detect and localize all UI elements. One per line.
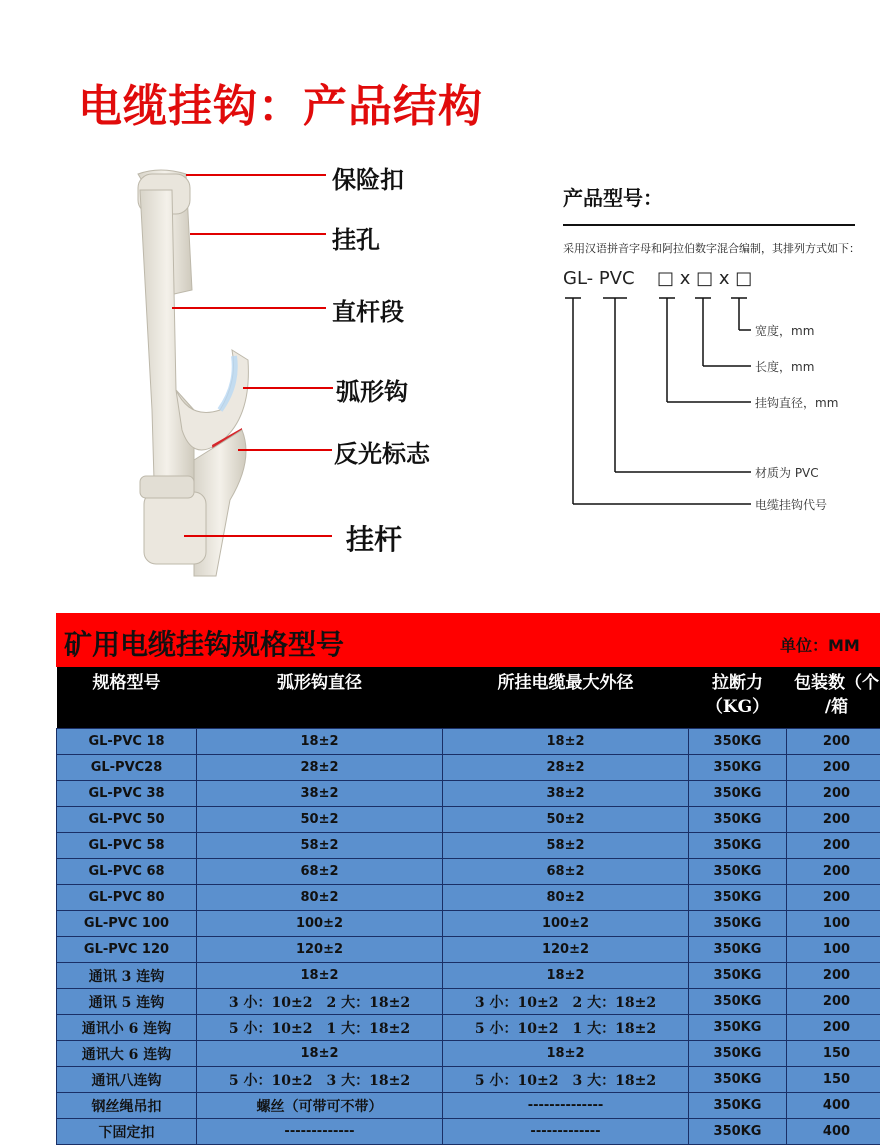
table-cell: 3 小：10±2 2 大：18±2	[443, 989, 689, 1015]
model-heading: 产品型号：	[563, 182, 863, 211]
table-cell: 350KG	[689, 937, 787, 963]
leader-line	[243, 387, 333, 389]
table-cell: 18±2	[443, 1041, 689, 1067]
code-part-code: 电缆挂钩代号	[755, 496, 827, 513]
table-cell: 200	[787, 1015, 880, 1041]
label-hang-hole: 挂孔	[332, 220, 380, 255]
table-cell: 18±2	[443, 729, 689, 755]
spec-table-title: 矿用电缆挂钩规格型号	[64, 623, 344, 663]
label-arc-hook: 弧形钩	[336, 372, 408, 407]
table-cell: 350KG	[689, 885, 787, 911]
leader-line	[184, 535, 332, 537]
table-row	[57, 963, 880, 989]
table-cell: 350KG	[689, 1015, 787, 1041]
label-safety-clasp: 保险扣	[332, 160, 404, 195]
table-row	[57, 911, 880, 937]
table-cell: 通讯 3 连钩	[57, 963, 197, 989]
label-straight-rod: 直杆段	[332, 292, 404, 327]
code-boxes: □ x □ x □	[657, 268, 752, 289]
table-cell: 58±2	[443, 833, 689, 859]
table-cell: 3 小：10±2 2 大：18±2	[197, 989, 443, 1015]
table-cell: 200	[787, 859, 880, 885]
table-cell: 18±2	[197, 963, 443, 989]
leader-line	[172, 307, 326, 309]
table-cell: 350KG	[689, 859, 787, 885]
code-prefix: GL- PVC	[563, 268, 635, 289]
label-hanging-rod: 挂杆	[346, 518, 402, 558]
divider	[563, 224, 855, 226]
table-row	[57, 1015, 880, 1041]
table-cell: 38±2	[197, 781, 443, 807]
table-cell: 200	[787, 963, 880, 989]
code-part-length: 长度，mm	[755, 358, 814, 375]
table-cell: 5 小：10±2 3 大：18±2	[197, 1067, 443, 1093]
cable-hook-illustration	[120, 160, 360, 590]
table-cell: 28±2	[443, 755, 689, 781]
table-cell: 100±2	[443, 911, 689, 937]
table-cell: 通讯大 6 连钩	[57, 1041, 197, 1067]
table-cell: 200	[787, 807, 880, 833]
table-cell: 350KG	[689, 963, 787, 989]
table-cell: 68±2	[443, 859, 689, 885]
table-cell: 350KG	[689, 755, 787, 781]
spec-table-unit: 单位：MM	[780, 633, 860, 656]
table-cell: 5 小：10±2 3 大：18±2	[443, 1067, 689, 1093]
table-cell: GL-PVC 50	[57, 807, 197, 833]
table-cell: 100	[787, 937, 880, 963]
column-header: 包装数（个 /箱	[787, 667, 880, 729]
column-header: 所挂电缆最大外径	[443, 667, 689, 729]
table-header-row	[57, 667, 880, 729]
code-part-diameter: 挂钩直径，mm	[755, 394, 838, 411]
table-cell: 5 小：10±2 1 大：18±2	[197, 1015, 443, 1041]
column-header: 拉断力 （KG）	[689, 667, 787, 729]
table-row	[57, 1093, 880, 1119]
table-cell: 5 小：10±2 1 大：18±2	[443, 1015, 689, 1041]
table-cell: GL-PVC 80	[57, 885, 197, 911]
table-cell: 68±2	[197, 859, 443, 885]
table-cell: 200	[787, 833, 880, 859]
table-cell: 下固定扣	[57, 1119, 197, 1145]
column-header: 规格型号	[57, 667, 197, 729]
table-cell: 150	[787, 1041, 880, 1067]
table-cell: -------------	[197, 1119, 443, 1145]
leader-line	[238, 449, 332, 451]
table-cell: 50±2	[443, 807, 689, 833]
table-row	[57, 1041, 880, 1067]
table-row	[57, 859, 880, 885]
table-cell: 80±2	[197, 885, 443, 911]
table-cell: 350KG	[689, 781, 787, 807]
table-cell: 200	[787, 989, 880, 1015]
table-cell: 80±2	[443, 885, 689, 911]
table-cell: 28±2	[197, 755, 443, 781]
spec-table-header-bar	[56, 613, 880, 667]
code-part-material: 材质为 PVC	[755, 464, 819, 481]
leader-line	[186, 174, 326, 176]
table-cell: 18±2	[443, 963, 689, 989]
table-cell: 400	[787, 1119, 880, 1145]
table-cell: 200	[787, 755, 880, 781]
table-row	[57, 885, 880, 911]
table-cell: 58±2	[197, 833, 443, 859]
table-row	[57, 1067, 880, 1093]
model-description: 采用汉语拼音字母和阿拉伯数字混合编制，其排列方式如下：	[563, 240, 860, 256]
table-row	[57, 729, 880, 755]
code-part-width: 宽度，mm	[755, 322, 814, 339]
table-cell: 100	[787, 911, 880, 937]
table-cell: 50±2	[197, 807, 443, 833]
table-cell: 350KG	[689, 807, 787, 833]
table-cell: 200	[787, 781, 880, 807]
table-cell: 120±2	[197, 937, 443, 963]
table-cell: 120±2	[443, 937, 689, 963]
table-cell: 200	[787, 729, 880, 755]
table-cell: 350KG	[689, 911, 787, 937]
table-cell: 150	[787, 1067, 880, 1093]
label-reflective-mark: 反光标志	[334, 434, 430, 469]
table-cell: 通讯小 6 连钩	[57, 1015, 197, 1041]
table-row	[57, 755, 880, 781]
table-row	[57, 989, 880, 1015]
table-cell: 350KG	[689, 1119, 787, 1145]
table-cell: 38±2	[443, 781, 689, 807]
table-row	[57, 807, 880, 833]
table-cell: 350KG	[689, 833, 787, 859]
table-cell: GL-PVC 100	[57, 911, 197, 937]
table-cell: --------------	[443, 1093, 689, 1119]
table-cell: 钢丝绳吊扣	[57, 1093, 197, 1119]
table-cell: 通讯 5 连钩	[57, 989, 197, 1015]
table-cell: GL-PVC 38	[57, 781, 197, 807]
table-row	[57, 833, 880, 859]
table-cell: GL-PVC 58	[57, 833, 197, 859]
table-cell: 400	[787, 1093, 880, 1119]
table-cell: 200	[787, 885, 880, 911]
spec-table-section	[56, 613, 880, 1145]
table-cell: GL-PVC 68	[57, 859, 197, 885]
table-cell: 通讯八连钩	[57, 1067, 197, 1093]
table-row	[57, 1119, 880, 1145]
leader-line	[190, 233, 326, 235]
table-cell: 350KG	[689, 1067, 787, 1093]
table-cell: 18±2	[197, 1041, 443, 1067]
column-header: 弧形钩直径	[197, 667, 443, 729]
table-cell: 350KG	[689, 1093, 787, 1119]
table-row	[57, 781, 880, 807]
model-code-section	[563, 182, 863, 211]
table-cell: 18±2	[197, 729, 443, 755]
table-cell: 350KG	[689, 1041, 787, 1067]
page-title: 电缆挂钩：产品结构	[78, 70, 483, 134]
table-cell: GL-PVC 18	[57, 729, 197, 755]
table-cell: GL-PVC28	[57, 755, 197, 781]
table-cell: 螺丝（可带可不带）	[197, 1093, 443, 1119]
table-row	[57, 937, 880, 963]
table-cell: 100±2	[197, 911, 443, 937]
table-cell: GL-PVC 120	[57, 937, 197, 963]
table-cell: 350KG	[689, 989, 787, 1015]
table-cell: -------------	[443, 1119, 689, 1145]
table-cell: 350KG	[689, 729, 787, 755]
spec-table	[56, 667, 880, 1145]
